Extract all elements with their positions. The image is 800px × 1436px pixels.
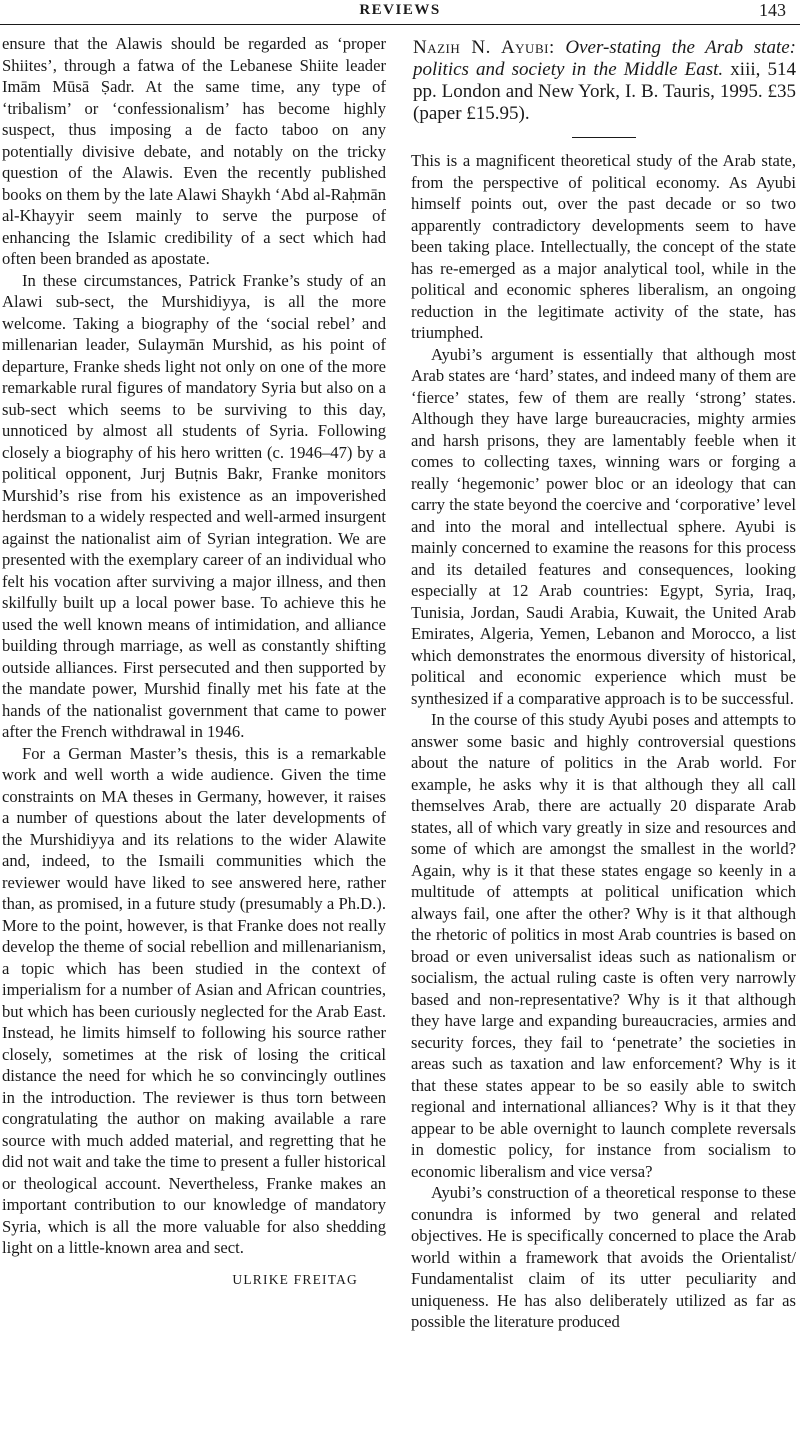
book-author: Nazih N. Ayubi: — [413, 37, 555, 58]
book-heading — [411, 37, 796, 125]
paragraph: ensure that the Alawis should be regarded as ‘proper Shiites’, through a fatwa of the Lebanese Shiite leader Imām Mūsā Ṣadr. At the same time, any type of ‘tribalism’ or ‘confessionalism’ has become highly suspect, thus imposing a de facto taboo on any potentially divisive debate, and notably on the tricky question of the Alawis. Even the recently published books on them by the late Alawi Shaykh ‘Abd al-Raḥmān al-Khayyir seem mainly to serve the purpose of enhancing the Islamic credibility of a sect which had often been branded as apostate. — [2, 34, 386, 268]
book-details: xiii, 514 pp. London and New York, I. B. Tauris, 1995. £35 (paper £15.95). — [413, 59, 796, 124]
paragraph: Ayubi’s argument is essentially that although most Arab states are ‘hard’ states, and indeed many of them are ‘fierce’ states, few of them are really ‘strong’ states. Although they have large bureaucracies, mighty armies and harsh prisons, they are lamentably feeble when it comes to collecting taxes, winning wars or forging a really ‘hegemonic’ power bloc or an ideology that can carry the state beyond the coercive and ‘corporative’ level and into the moral and intellectual sphere. Ayubi is mainly concerned to examine the reasons for this process and its detailed features and consequences, looking especially at 12 Arab countries: Egypt, Syria, Iraq, Tunisia, Jordan, Saudi Arabia, Kuwait, the United Arab Emirates, Algeria, Yemen, Lebanon and Morocco, a list which demonstrates the enormous diversity of historical, political and economic experience which must be synthesized if a comparative approach is to be successful. — [411, 344, 796, 708]
heading-rule — [572, 137, 636, 138]
paragraph: In these circumstances, Patrick Franke’s study of an Alawi sub-sect, the Murshidiyya, is all the more welcome. Taking a biography of the ‘social rebel’ and millenarian leader, Sulaymān Murshid, as his point of departure, Franke sheds light not only on one of the more remarkable rural figures of mandatory Syria but also on a sub-sect which seems to be surviving to this day, unnoticed by almost all students of Syria. Following closely a biography of his hero written (c. 1946–47) by a political opponent, Jurj Buṭnis Bakr, Franke monitors Murshid’s rise from his existence as an impoverished herdsman to a widely respected and well-armed insurgent against the nationalist aim of Syrian integration. We are presented with the exemplary career of an individual who felt his vocation after surviving a major illness, and then skilfully built up a local power base. To achieve this he used the well known means of intimidation, and alliance building through marriage, as well as constantly shifting outside alliances. First persecuted and then supported by the mandate power, Murshid finally met his fate at the hands of the nationalist government that came to power after the French withdrawal in 1946. — [2, 270, 386, 741]
reviewer-signature: ULRIKE FREITAG — [232, 1271, 358, 1287]
running-head: REVIEWS — [359, 2, 441, 18]
header-rule — [0, 24, 800, 25]
page-number: 143 — [759, 0, 786, 20]
book-title: Over-stating the Arab state: politics and society in the Middle East. — [413, 37, 797, 80]
right-column — [411, 33, 796, 1333]
paragraph: In the course of this study Ayubi poses and attempts to answer some basic and highly controversial questions about the nature of politics in the Arab world. For example, he asks why it is that although they all call themselves Arab, there are actually 20 disparate Arab states, all of which vary greatly in size and resources and some of which are amongst the smallest in the world? Again, why is it that these states engage so keenly in a multitude of attempts at political unification which always fail, one after the other? Why is it that although the rhetoric of politics in most Arab countries is based on broad or even universalist ideas such as nationalism or socialism, the actual ruling caste is often very narrowly based and non-representative? Why is it that although they have large and expanding bureaucracies, armies and security forces, they fail to ‘penetrate’ the societies in areas such as taxation and law enforcement? Why is it that these states appear to be so easily able to switch regional and international alliances? Why is it that they appear to be able overnight to launch complete reversals in domestic policy, for instance from socialism to economic liberalism and vice versa? — [411, 710, 796, 1181]
left-column — [2, 33, 386, 1290]
paragraph: For a German Master’s thesis, this is a remarkable work and well worth a wide audience. Given the time constraints on MA theses in Germany, however, it raises a number of questions about the later developments of the Murshidiyya and its relations to the wider Alawite and, indeed, to the Ismaili communities which the reviewer would have liked to see answered here, rather than, as promised, in a future study (presumably a Ph.D.). More to the point, however, is that Franke does not really develop the theme of social rebellion and millenarianism, a topic which has been studied in the context of imperialism for a number of Asian and African countries, but which has been curiously neglected for the Arab East. Instead, he limits himself to following his source rather closely, sometimes at the risk of losing the critical distance the need for which he so convincingly outlines in the introduction. The reviewer is thus torn between congratulating the author on making available a rare source with much added material, and regretting that he did not wait and take the time to present a fuller historical or theological account. Nevertheless, Franke makes an important contribution to our knowledge of mandatory Syria, which is all the more valuable for also shedding light on a little-known area and sect. — [2, 743, 386, 1257]
paragraph: This is a magnificent theoretical study of the Arab state, from the perspective of political economy. As Ayubi himself points out, over the past decade or so two apparently contradictory developments seem to have been taking place. Intellectually, the concept of the state has re-emerged as a major analytical tool, while in the political and economic spheres liberalism, an ongoing reduction in the legitimate activity of the state, has triumphed. — [411, 151, 796, 342]
page-header — [0, 0, 800, 24]
paragraph: Ayubi’s construction of a theoretical response to these conundra is informed by two general and related objectives. He is specifically concerned to place the Arab world within a framework that avoids the Orientalist/ Fundamentalist claim of its utter peculiarity and uniqueness. He has also deliberately utilized as far as possible the literature produced — [411, 1183, 796, 1331]
